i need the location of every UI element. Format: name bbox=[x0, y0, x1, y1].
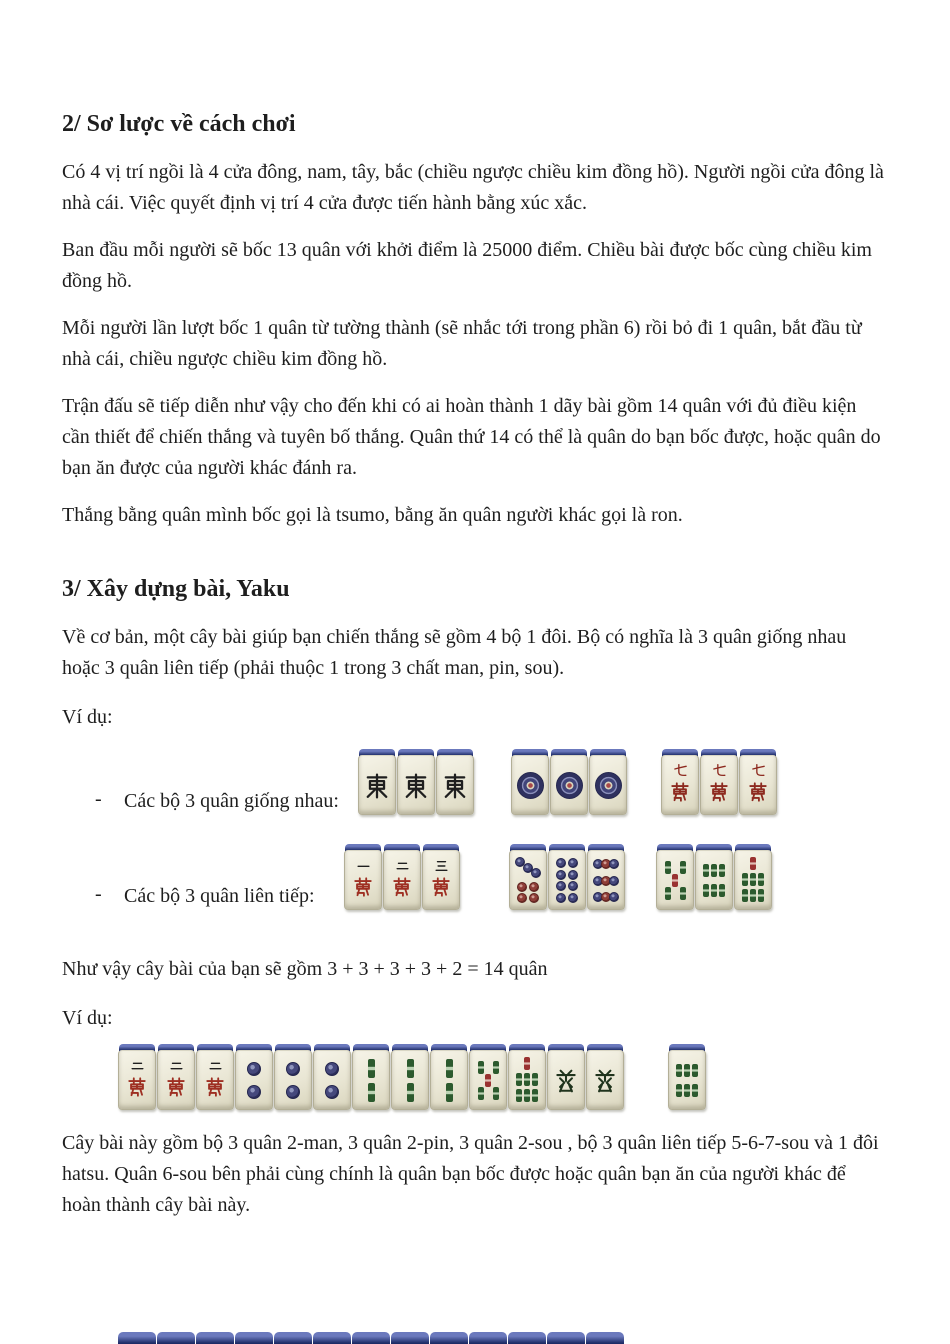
tile-2-pin bbox=[313, 1044, 351, 1110]
paragraph-total-count: Như vậy cây bài của bạn sẽ gồm 3 + 3 + 3 + 3 + 2 = 14 quân bbox=[62, 958, 548, 980]
tile-7-man bbox=[700, 749, 738, 815]
tileset-man-run bbox=[344, 844, 460, 910]
cutoff-tile-cap bbox=[157, 1332, 195, 1344]
tile-6-sou bbox=[668, 1044, 706, 1110]
tile-2-man bbox=[383, 844, 421, 910]
tile-2-man bbox=[157, 1044, 195, 1110]
tile-2-sou bbox=[430, 1044, 468, 1110]
tile-2-man bbox=[196, 1044, 234, 1110]
list-item-identical-sets bbox=[62, 749, 888, 817]
tileset-pin-run bbox=[509, 844, 625, 910]
paragraph-hand-explanation: Cây bài này gồm bộ 3 quân 2-man, 3 quân 2-pin, 3 quân 2-sou , bộ 3 quân liên tiếp 5-6-7-sou và 1 đôi hatsu. Quân 6-sou bên phải cùng chính là quân bạn bốc được hoặc quân bạn ăn của người khác để hoàn thành cây bài này. bbox=[62, 1132, 879, 1216]
cutoff-tile-cap bbox=[586, 1332, 624, 1344]
tile-1-pin bbox=[511, 749, 549, 815]
tile-hatsu-green-dragon bbox=[547, 1044, 585, 1110]
tileset-7man-triplet bbox=[661, 749, 777, 815]
tile-7-sou bbox=[734, 844, 772, 910]
tile-1-pin bbox=[589, 749, 627, 815]
tile-3-man bbox=[422, 844, 460, 910]
cutoff-tile-cap bbox=[547, 1332, 585, 1344]
tile-2-sou bbox=[352, 1044, 390, 1110]
tile-8-pin bbox=[548, 844, 586, 910]
cutoff-tile-cap bbox=[469, 1332, 507, 1344]
tile-2-pin bbox=[274, 1044, 312, 1110]
tile-7-man bbox=[739, 749, 777, 815]
tile-2-sou bbox=[391, 1044, 429, 1110]
paragraph-seating: Có 4 vị trí ngồi là 4 cửa đông, nam, tây, bắc (chiều ngược chiều kim đồng hồ). Người ngồi cửa đông là nhà cái. Việc quyết định vị trí 4 cửa được tiến hành bằng xúc xắc. bbox=[62, 161, 884, 214]
tile-5-sou bbox=[656, 844, 694, 910]
tileset-1pin-triplet bbox=[511, 749, 627, 815]
cutoff-tile-cap bbox=[313, 1332, 351, 1344]
tile-7-pin bbox=[509, 844, 547, 910]
hand-tiles bbox=[118, 1044, 624, 1110]
list-bullet: - bbox=[95, 788, 102, 810]
section-heading-yaku: 3/ Xây dựng bài, Yaku bbox=[62, 576, 290, 602]
list-bullet: - bbox=[95, 883, 102, 905]
list-item-run-sets bbox=[62, 844, 888, 912]
example-hand-row bbox=[62, 1044, 888, 1112]
tile-5-sou bbox=[469, 1044, 507, 1110]
paragraph-winning-condition: Trận đấu sẽ tiếp diễn như vậy cho đến khi có ai hoàn thành 1 dãy bài gồm 14 quân với đủ điều kiện cần thiết để chiến thắng và tuyên bố thắng. Quân thứ 14 có thể là quân do bạn bốc được, hoặc quân do bạn ăn được của người khác đánh ra. bbox=[62, 395, 881, 479]
cutoff-tile-cap bbox=[235, 1332, 273, 1344]
cutoff-tile-cap bbox=[118, 1332, 156, 1344]
tile-1-pin bbox=[550, 749, 588, 815]
cutoff-tile-cap bbox=[196, 1332, 234, 1344]
tile-7-sou bbox=[508, 1044, 546, 1110]
document-content bbox=[0, 110, 950, 1221]
tile-east-wind bbox=[397, 749, 435, 815]
run-sets-label: Các bộ 3 quân liên tiếp: bbox=[124, 885, 315, 907]
section-heading-gameplay: 2/ Sơ lược về cách chơi bbox=[62, 111, 296, 137]
tile-2-man bbox=[118, 1044, 156, 1110]
cutoff-tile-row bbox=[118, 1332, 624, 1344]
tileset-sou-run bbox=[656, 844, 772, 910]
paragraph-turn-order: Mỗi người lần lượt bốc 1 quân từ tường thành (sẽ nhắc tới trong phần 6) rồi bỏ đi 1 quân, bắt đầu từ nhà cái, chiều ngược chiều kim đồng hồ. bbox=[62, 317, 862, 370]
identical-sets-label: Các bộ 3 quân giống nhau: bbox=[124, 790, 339, 812]
cutoff-tile-cap bbox=[391, 1332, 429, 1344]
paragraph-hand-structure: Về cơ bản, một cây bài giúp bạn chiến thắng sẽ gồm 4 bộ 1 đôi. Bộ có nghĩa là 3 quân giống nhau hoặc 3 quân liên tiếp (phải thuộc 1 trong 3 chất man, pin, sou). bbox=[62, 626, 847, 679]
cutoff-tile-cap bbox=[430, 1332, 468, 1344]
cutoff-tile-cap bbox=[352, 1332, 390, 1344]
tile-6-sou bbox=[695, 844, 733, 910]
tile-7-man bbox=[661, 749, 699, 815]
paragraph-tsumo-ron: Thắng bằng quân mình bốc gọi là tsumo, bằng ăn quân người khác gọi là ron. bbox=[62, 504, 683, 526]
winning-tile bbox=[668, 1044, 706, 1110]
tile-2-pin bbox=[235, 1044, 273, 1110]
tile-1-man bbox=[344, 844, 382, 910]
example-label-1: Ví dụ: bbox=[62, 706, 113, 728]
cutoff-tile-cap bbox=[508, 1332, 546, 1344]
example-label-2: Ví dụ: bbox=[62, 1007, 113, 1029]
paragraph-starting-hand: Ban đầu mỗi người sẽ bốc 13 quân với khởi điểm là 25000 điểm. Chiều bài được bốc cùng chiều kim đồng hồ. bbox=[62, 239, 872, 292]
tile-hatsu-green-dragon bbox=[586, 1044, 624, 1110]
tile-9-pin bbox=[587, 844, 625, 910]
tile-east-wind bbox=[358, 749, 396, 815]
tile-east-wind bbox=[436, 749, 474, 815]
tileset-east-triplet bbox=[358, 749, 474, 815]
cutoff-tile-cap bbox=[274, 1332, 312, 1344]
